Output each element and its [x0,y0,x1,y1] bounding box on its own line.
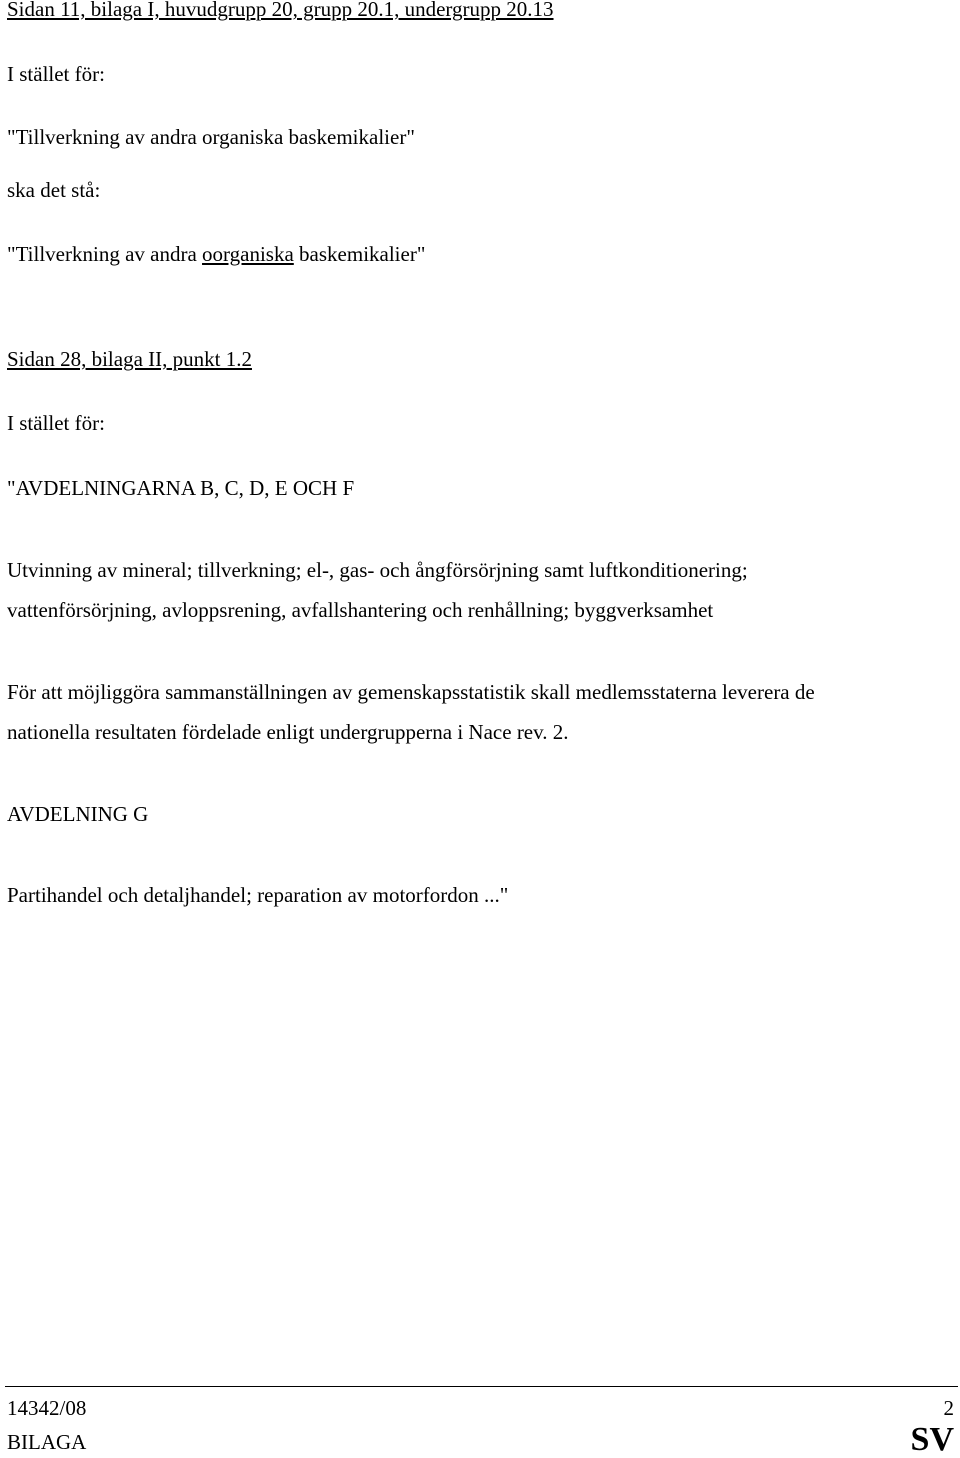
annex-label: BILAGA [7,1430,87,1454]
section2-heading: Sidan 28, bilaga II, punkt 1.2 [7,347,252,371]
new-text-after: baskemikalier" [293,242,426,266]
section1-instead-of: I stället för: [7,62,105,86]
page-number: 2 [943,1396,954,1420]
section-g-text: Partihandel och detaljhandel; reparation av motorfordon ..." [7,883,509,907]
new-text-underlined: oorganiska [202,242,294,266]
footer-rule [5,1386,958,1387]
language-code: SV [910,1421,954,1458]
section2-instead-of: I stället för: [7,411,105,435]
section1-shall-read: ska det stå: [7,178,101,202]
paragraph-line-2: nationella resultaten fördelade enligt undergrupperna i Nace rev. 2. [7,720,569,744]
new-text-before: "Tillverkning av andra [7,242,203,266]
section1-new-text [7,242,425,266]
section-g-title: AVDELNING G [7,802,149,826]
sections-title: "AVDELNINGARNA B, C, D, E OCH F [7,476,355,500]
doc-number: 14342/08 [7,1396,87,1420]
section1-heading: Sidan 11, bilaga I, huvudgrupp 20, grupp 20.1, undergrupp 20.13 [7,0,554,21]
section1-old-text: "Tillverkning av andra organiska baskemikalier" [7,125,415,149]
description-line-1: Utvinning av mineral; tillverkning; el-, gas- och ångförsörjning samt luftkonditionering; [7,558,748,582]
description-line-2: vattenförsörjning, avloppsrening, avfallshantering och renhållning; byggverksamhet [7,598,714,622]
paragraph-line-1: För att möjliggöra sammanställningen av gemenskapsstatistik skall medlemsstaterna leverera de [7,680,815,704]
